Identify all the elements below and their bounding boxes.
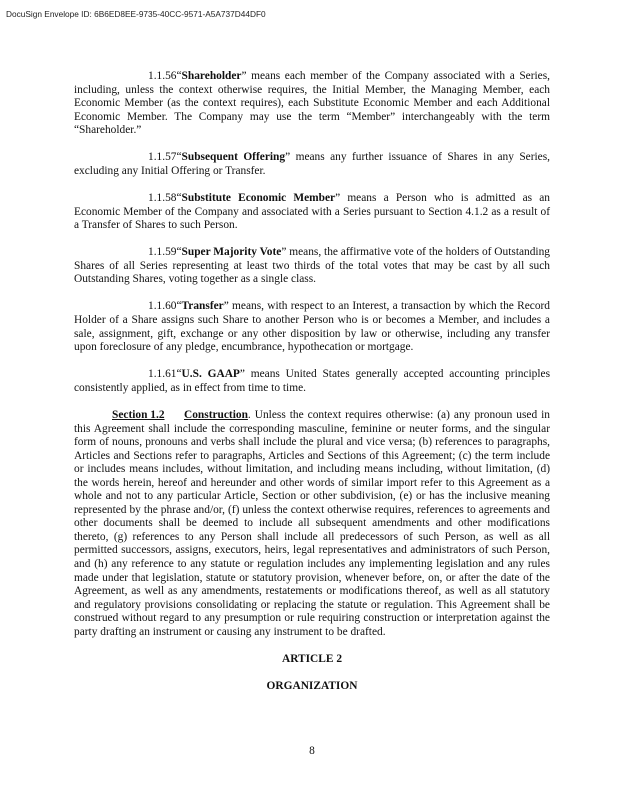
definition-number: 1.1.59: [148, 246, 177, 259]
definition-text: ” means United States generally accepted accounting principles consistently applied, as in effect from time to time.: [74, 368, 551, 394]
section-title: Construction: [184, 408, 248, 421]
definition-super-majority-vote: 1.1.59“Super Majority Vote” means, the affirmative vote of the holders of Outstanding Shares of all Series representing at least two thirds of the total votes that may be cast by all such Outstanding Shares, voting together as a single class.: [74, 246, 550, 286]
section-construction: [74, 409, 550, 639]
definition-us-gaap: 1.1.61“U.S. GAAP” means United States generally accepted accounting principles consistently applied, as in effect from time to time.: [74, 368, 551, 394]
definition-number: 1.1.61: [148, 368, 177, 381]
article-number: ARTICLE 2: [281, 652, 343, 665]
definition-term: Subsequent Offering: [181, 151, 286, 164]
definition-term: Transfer: [181, 300, 224, 313]
definition-text: ” means a Person who is admitted as an Economic Member of the Company and associated with a Series pursuant to Section 4.1.2 as a result of a Transfer of Shares to such Person.: [74, 192, 550, 232]
definition-text: ” means any further issuance of Shares in any Series, excluding any Initial Offering or Transfer.: [74, 151, 551, 177]
definition-text: ” means, with respect to an Interest, a transaction by which the Record Holder of a Share assigns such Share to another Person who is or becomes a Member, and includes a sale, assignment, gift, exchange or any other disposition by law or otherwise, including any transfer upon foreclosure of any pledge, encumbrance, hypothecation or mortgage.: [74, 300, 550, 354]
document-body: [74, 70, 550, 694]
page-number: 8: [309, 745, 315, 757]
definition-number: 1.1.57: [148, 151, 177, 164]
definition-subsequent-offering: 1.1.57“Subsequent Offering” means any further issuance of Shares in any Series, excluding any Initial Offering or Transfer.: [74, 151, 551, 177]
definition-term: U.S. GAAP: [181, 368, 240, 381]
definition-text: ” means each member of the Company associated with a Series, including, unless the context otherwise requires, the Initial Member, the Managing Member, each Economic Member (as the context requires), each Substitute Economic Member and each Additional Economic Member. The Company may use the term “Member” interchangeably with the term “Shareholder.”: [74, 70, 550, 137]
article-title: ORGANIZATION: [266, 679, 358, 692]
definition-term: Substitute Economic Member: [181, 192, 336, 205]
definition-term: Super Majority Vote: [181, 246, 282, 259]
section-text: . Unless the context requires otherwise: (a) any pronoun used in this Agreement shall include the corresponding masculine, feminine or neuter forms, and the singular form of nouns, pronouns and verbs shall include the plural and vice versa; (b) references to paragraphs, Articles and Sections refer to paragraphs, Articles and Sections of this Agreement; (c) the term include or includes means includes, without limitation, and including means including, without limitation, (d) the words herein, hereof and hereunder and other words of similar import refer to this Agreement as a whole and not to any particular Article, Section or other subdivision, (e) or has the inclusive meaning represented by the phrase and/or, (f) unless the context otherwise requires, references to agreements and other documents shall be deemed to include all subsequent amendments and other modifications thereto, (g) references to any Person shall include all predecessors of such Person, as well as all permitted successors, assigns, executors, heirs, legal representatives and administrators of such Person, and (h) any reference to any statute or regulation includes any implementing legislation and any rules made under that legislation, statute or statutory provision, whenever before, on, or after the date of the Agreement, as well as any amendments, restatements or modifications thereof, as well as all statutory and regulatory provisions consolidating or replacing the statute or regulation. This Agreement shall be construed without regard to any presumption or rule requiring construction or interpretation against the party drafting an instrument or causing any instrument to be drafted.: [74, 408, 550, 638]
envelope-id-header: DocuSign Envelope ID: 6B6ED8EE-9735-40CC-9571-A5A737D44DF0: [6, 9, 266, 19]
definition-substitute-economic-member: 1.1.58“Substitute Economic Member” means a Person who is admitted as an Economic Member of the Company and associated with a Series pursuant to Section 4.1.2 as a result of a Transfer of Shares to such Person.: [74, 192, 550, 232]
definition-number: 1.1.56: [148, 70, 177, 82]
definition-number: 1.1.60: [148, 300, 177, 313]
definition-number: 1.1.58: [148, 192, 177, 205]
definition-text: ” means, the affirmative vote of the holders of Outstanding Shares of all Series representing at least two thirds of the total votes that may be cast by all such Outstanding Shares, voting together as a single class.: [74, 246, 550, 286]
definition-shareholder: 1.1.56“Shareholder” means each member of the Company associated with a Series, including, unless the context otherwise requires, the Initial Member, the Managing Member, each Economic Member (as the context requires), each Substitute Economic Member and each Additional Economic Member. The Company may use the term “Member” interchangeably with the term “Shareholder.”: [74, 70, 550, 137]
definition-term: Shareholder: [181, 70, 242, 82]
section-number: Section 1.2: [112, 408, 165, 421]
definition-transfer: 1.1.60“Transfer” means, with respect to an Interest, a transaction by which the Record Holder of a Share assigns such Share to another Person who is or becomes a Member, and includes a sale, assignment, gift, exchange or any other disposition by law or otherwise, including any transfer upon foreclosure of any pledge, encumbrance, hypothecation or mortgage.: [74, 300, 550, 354]
